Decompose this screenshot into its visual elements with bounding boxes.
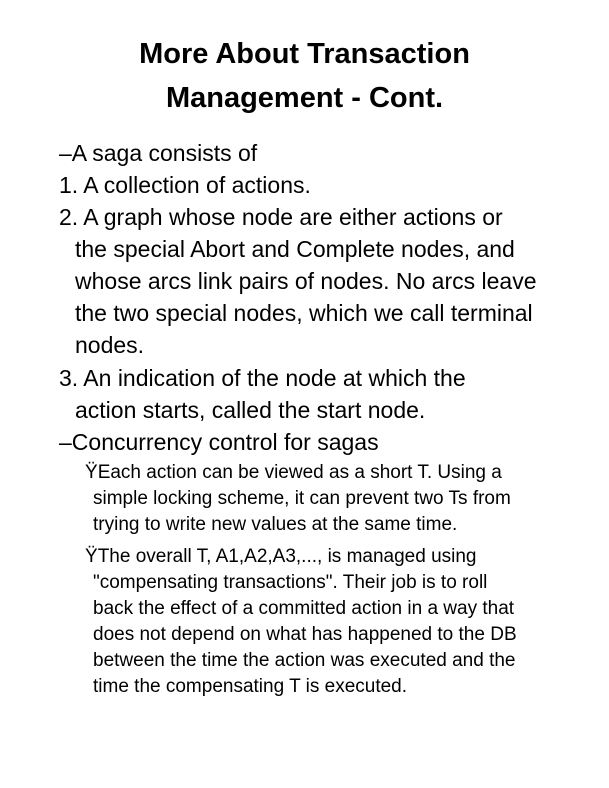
sub-bullet-1-line-1 (85, 460, 502, 485)
list-item-2-line-1: 2. A graph whose node are either actions or (59, 204, 503, 230)
sub-bullet-2-line-6: time the compensating T is executed. (93, 676, 408, 697)
list-item-2-line-4: the two special nodes, which we call terminal (75, 300, 533, 326)
sub-bullet-2-line-3: back the effect of a committed action in a way that (93, 598, 515, 619)
list-item-3-line-1: 3. An indication of the node at which the (59, 365, 466, 391)
sub-bullet-2-line-4: does not depend on what has happened to the DB (93, 624, 517, 645)
slide-title-line-2: Management - Cont. (165, 82, 444, 114)
sub-bullet-2-text-1: The overall T, A1,A2,A3,..., is managed using (97, 546, 477, 567)
concurrency-heading: –Concurrency control for sagas (59, 429, 379, 455)
bullet-2-glyph: Ÿ (85, 546, 98, 567)
sub-bullet-1-text-1: Each action can be viewed as a short T. Using a (97, 462, 502, 483)
list-item-2-line-2: the special Abort and Complete nodes, and (75, 236, 515, 262)
list-item-2-line-3: whose arcs link pairs of nodes. No arcs leave (75, 268, 537, 294)
sub-bullet-2-line-2: "compensating transactions". Their job is to roll (93, 572, 488, 593)
slide-title (0, 32, 609, 120)
slide-title-line-1: More About Transaction (139, 38, 470, 70)
saga-heading: –A saga consists of (59, 140, 258, 166)
list-item-3-line-2: action starts, called the start node. (75, 397, 426, 423)
list-item-1: 1. A collection of actions. (59, 172, 311, 198)
bullet-1-glyph: Ÿ (85, 462, 98, 483)
sub-bullet-1-line-3: trying to write new values at the same time. (93, 514, 458, 535)
sub-bullet-1-line-2: simple locking scheme, it can prevent two Ts from (93, 488, 511, 509)
sub-bullet-2-line-5: between the time the action was executed and the (93, 650, 516, 671)
sub-bullet-2-line-1 (85, 544, 477, 569)
list-item-2-line-5: nodes. (75, 332, 145, 358)
